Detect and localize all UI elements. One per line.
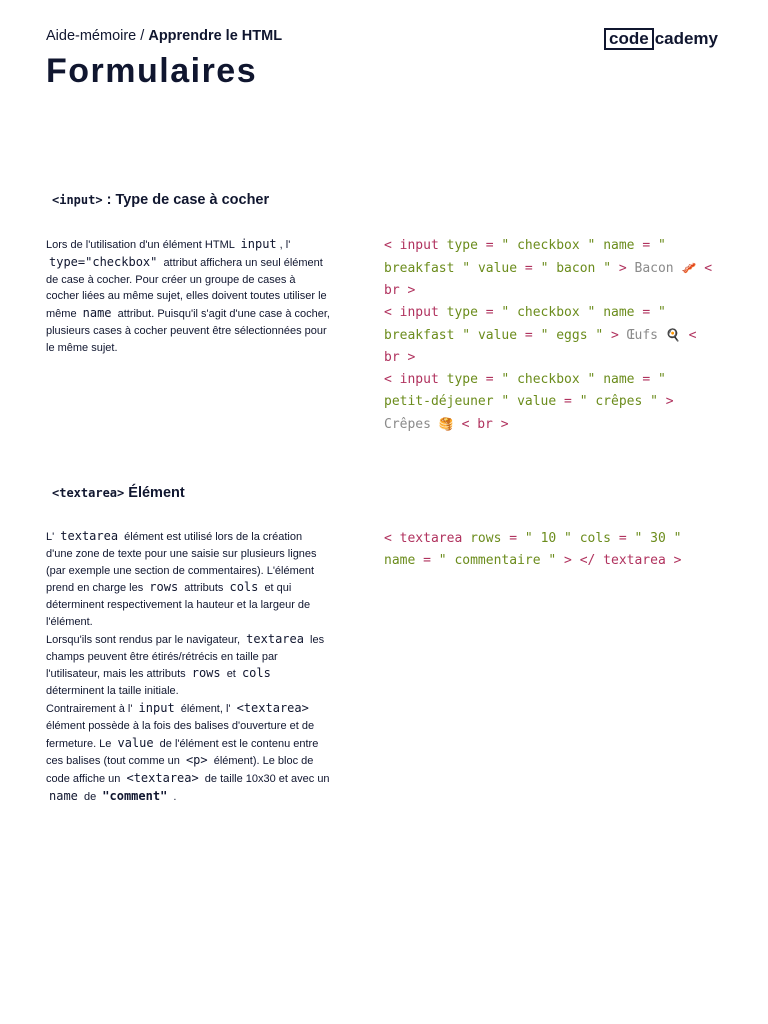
code-token: > xyxy=(673,553,682,568)
code-token: name xyxy=(384,553,416,568)
desc-text: et qui déterminent respectivement la hauteur et la largeur de l'élément. xyxy=(46,582,311,628)
desc-text: élément possède à la fois des balises d'ouverture et de fermeture. Le xyxy=(46,719,315,750)
code-token: value xyxy=(477,261,518,276)
pancakes-icon: 🥞 xyxy=(438,417,454,431)
code-token: " xyxy=(462,261,471,276)
code-token: crêpes xyxy=(595,394,643,409)
code-token: = xyxy=(524,261,533,276)
code-token: > xyxy=(618,261,627,276)
inline-code: value xyxy=(117,735,154,750)
code-token: < xyxy=(704,261,713,276)
section-title-tag: <textarea> xyxy=(52,486,125,500)
code-token: = xyxy=(423,553,431,568)
code-token: = xyxy=(642,372,651,387)
desc-text: attribut affichera un seul élément de case à cocher. Pour créer un groupe de cases à cocher liées au même sujet, elles doivent toutes utiliser le même xyxy=(46,256,327,321)
logo-box-text: code xyxy=(604,28,654,50)
code-token: petit-déjeuner xyxy=(384,394,494,409)
desc-text: élément). Le bloc de code affiche un xyxy=(46,755,314,786)
desc-text: Lors de l'utilisation d'un élément HTML xyxy=(46,239,235,251)
fried-egg-icon: 🍳 xyxy=(665,328,681,342)
code-token: input xyxy=(399,305,439,320)
bacon-icon: 🥓 xyxy=(681,261,697,275)
code-token: > xyxy=(665,394,674,409)
inline-code: name xyxy=(49,788,78,803)
code-token: > xyxy=(564,553,572,568)
inline-code: cols xyxy=(229,580,259,595)
code-token: input xyxy=(399,372,439,387)
code-token: " xyxy=(564,531,572,546)
code-token: type xyxy=(446,372,478,387)
code-token: Bacon xyxy=(634,261,674,276)
desc-text: élément est utilisé lors de la création d'une zone de texte pour une saisie sur plusieurs lignes (par exemple une section de commentaires). L'élément prend en charge les xyxy=(46,531,317,595)
code-token: " xyxy=(501,372,510,387)
code-token: " xyxy=(540,261,549,276)
code-token: < xyxy=(384,305,392,320)
inline-code: "comment" xyxy=(102,788,168,803)
desc-text: attributs xyxy=(184,582,224,595)
section-title-tag: <input> xyxy=(52,193,103,207)
code-token: > xyxy=(407,350,416,365)
inline-code: textarea xyxy=(246,631,304,646)
code-token: " xyxy=(501,238,510,253)
section-title-checkbox xyxy=(52,192,269,208)
code-token: " xyxy=(462,328,471,343)
code-token: breakfast xyxy=(384,328,455,343)
code-token: = xyxy=(485,305,494,320)
code-token: > xyxy=(407,283,416,298)
code-token: value xyxy=(477,328,518,343)
code-token: " xyxy=(595,328,604,343)
code-token: " xyxy=(540,328,549,343)
code-token: < xyxy=(384,531,392,546)
code-token: < xyxy=(461,417,470,432)
desc-text: , l' xyxy=(279,239,291,251)
code-token: br xyxy=(384,350,400,365)
breadcrumb-current[interactable]: Apprendre le HTML xyxy=(148,28,283,44)
code-token: " xyxy=(548,553,557,568)
breadcrumb xyxy=(46,28,282,44)
code-token: textarea xyxy=(603,553,666,568)
code-token: Crêpes xyxy=(384,417,431,432)
code-token: = xyxy=(524,328,533,343)
code-token: 10 xyxy=(540,531,557,546)
code-token: breakfast xyxy=(384,261,455,276)
code-token: type xyxy=(446,305,478,320)
section-title-text: : Type de case à cocher xyxy=(106,192,270,208)
code-token: bacon xyxy=(556,261,596,276)
code-token: < xyxy=(384,372,392,387)
code-token: " xyxy=(579,394,588,409)
code-token: = xyxy=(564,394,572,409)
code-token: Œufs xyxy=(626,328,658,343)
desc-text: Contrairement à l' xyxy=(46,702,133,715)
inline-code: type="checkbox" xyxy=(49,254,158,269)
code-token: < xyxy=(384,238,392,253)
code-token: " xyxy=(587,305,596,320)
code-token: < xyxy=(688,328,697,343)
desc-text: et xyxy=(226,668,236,681)
desc-text: attribut. Puisqu'il s'agit d'une case à cocher, plusieurs cases à cocher peuvent être sélectionnées pour le même sujet. xyxy=(46,308,330,354)
logo-rest-text: cademy xyxy=(654,29,719,48)
checkbox-description xyxy=(46,236,331,357)
inline-code: input xyxy=(138,700,175,715)
inline-code: <textarea> xyxy=(126,771,199,786)
code-token: > xyxy=(611,328,619,343)
code-token: type xyxy=(446,238,478,253)
checkbox-code-block xyxy=(384,235,719,436)
desc-text: de l'élément est le contenu entre ces balises (tout comme un xyxy=(46,737,319,768)
code-token: </ xyxy=(579,553,596,568)
code-token: rows xyxy=(470,531,502,546)
inline-code: textarea xyxy=(60,529,119,543)
code-token: name xyxy=(603,305,635,320)
code-token: name xyxy=(603,372,635,387)
code-token: input xyxy=(399,238,439,253)
inline-code: rows xyxy=(191,666,221,681)
code-token: = xyxy=(485,238,494,253)
codecademy-logo[interactable] xyxy=(604,28,718,50)
desc-text: de xyxy=(83,790,97,803)
desc-text: les champs peuvent être étirés/rétrécis en taille par l'utilisateur, mais les attributs xyxy=(46,633,325,681)
code-token: = xyxy=(642,305,651,320)
textarea-description xyxy=(46,528,331,806)
code-token: 30 xyxy=(650,531,666,546)
code-token: = xyxy=(618,531,627,546)
code-token: " xyxy=(657,305,666,320)
code-token: " xyxy=(673,531,682,546)
code-token: " xyxy=(438,553,447,568)
code-token: " xyxy=(501,305,510,320)
code-token: br xyxy=(477,417,493,432)
code-token: " xyxy=(501,394,510,409)
desc-text: de taille 10x30 et avec un xyxy=(204,773,330,786)
code-token: checkbox xyxy=(517,305,580,320)
code-token: > xyxy=(500,417,509,432)
code-token: br xyxy=(384,283,400,298)
desc-text: . xyxy=(173,790,177,803)
code-token: " xyxy=(587,372,596,387)
inline-code: rows xyxy=(149,580,179,595)
code-token: value xyxy=(517,394,557,409)
code-token: " xyxy=(524,531,533,546)
code-token: = xyxy=(485,372,494,387)
code-token: " xyxy=(650,394,658,409)
inline-code: input xyxy=(240,237,277,251)
breadcrumb-prefix[interactable]: Aide-mémoire / xyxy=(46,28,145,44)
inline-code: <p> xyxy=(185,753,208,768)
desc-text: Lorsqu'ils sont rendus par le navigateur, xyxy=(46,633,241,646)
section-title-text: Élément xyxy=(128,485,185,501)
page-title: Formulaires xyxy=(46,52,258,90)
inline-code: name xyxy=(82,306,112,321)
textarea-code-block xyxy=(384,528,719,572)
code-token: checkbox xyxy=(517,238,580,253)
code-token: " xyxy=(657,372,666,387)
code-token: " xyxy=(587,238,596,253)
code-token: commentaire xyxy=(454,553,541,568)
desc-text: élément, l' xyxy=(180,702,231,715)
desc-text: L' xyxy=(46,531,55,543)
code-token: = xyxy=(642,238,651,253)
code-token: eggs xyxy=(556,328,588,343)
section-title-textarea xyxy=(52,485,185,501)
desc-text: déterminent la taille initiale. xyxy=(46,685,179,698)
code-token: checkbox xyxy=(517,372,580,387)
code-token: " xyxy=(603,261,612,276)
code-token: name xyxy=(603,238,635,253)
inline-code: <textarea> xyxy=(236,700,309,715)
code-token: textarea xyxy=(399,531,463,546)
code-token: " xyxy=(657,238,666,253)
code-token: " xyxy=(634,531,643,546)
inline-code: cols xyxy=(241,666,271,681)
code-token: = xyxy=(509,531,518,546)
code-token: cols xyxy=(579,531,612,546)
